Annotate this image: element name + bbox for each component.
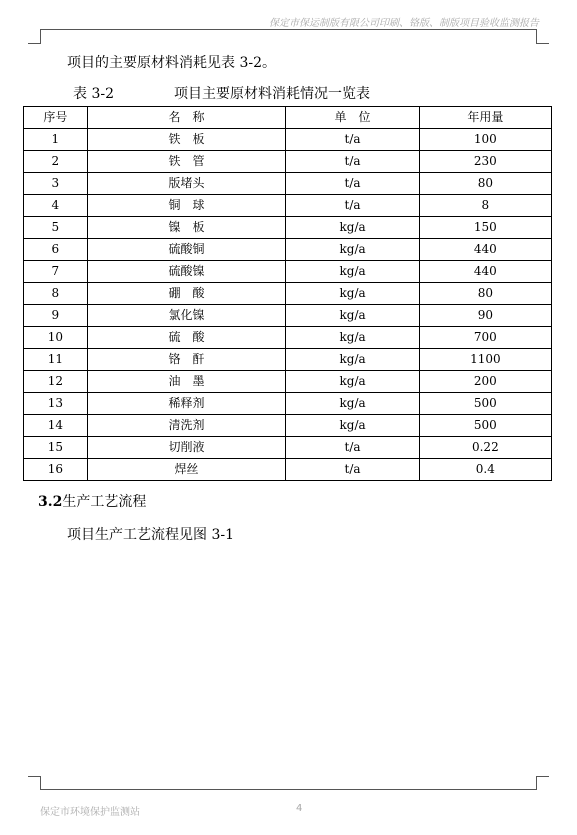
cell-index: 16 bbox=[24, 459, 88, 481]
cell-index: 1 bbox=[24, 129, 88, 151]
cell-unit: kg/a bbox=[286, 371, 419, 393]
table-header-row bbox=[24, 107, 552, 129]
cell-unit: kg/a bbox=[286, 239, 419, 261]
cell-index: 3 bbox=[24, 173, 88, 195]
intro-paragraph: 项目的主要原材料消耗见表 3-2。 bbox=[67, 55, 276, 71]
cell-unit: kg/a bbox=[286, 217, 419, 239]
column-header-annual-usage: 年用量 bbox=[419, 107, 551, 129]
footer-rule bbox=[40, 789, 536, 790]
table-body bbox=[24, 129, 552, 481]
column-header-name: 名 称 bbox=[87, 107, 286, 129]
table-row bbox=[24, 459, 552, 481]
cell-index: 13 bbox=[24, 393, 88, 415]
table-row bbox=[24, 283, 552, 305]
section-title: 生产工艺流程 bbox=[62, 494, 147, 510]
cell-annual-usage: 440 bbox=[419, 239, 551, 261]
header-text: 保定市保运制版有限公司印刷、铬版、制版项目验收监测报告 bbox=[269, 18, 539, 29]
cell-unit: t/a bbox=[286, 459, 419, 481]
cell-unit: t/a bbox=[286, 437, 419, 459]
cell-annual-usage: 230 bbox=[419, 151, 551, 173]
cell-unit: kg/a bbox=[286, 393, 419, 415]
cell-annual-usage: 700 bbox=[419, 327, 551, 349]
table-row bbox=[24, 371, 552, 393]
section-heading bbox=[38, 491, 146, 511]
table-row bbox=[24, 393, 552, 415]
cell-annual-usage: 90 bbox=[419, 305, 551, 327]
column-header-index: 序号 bbox=[24, 107, 88, 129]
cell-unit: t/a bbox=[286, 173, 419, 195]
table-row bbox=[24, 437, 552, 459]
section-paragraph: 项目生产工艺流程见图 3-1 bbox=[67, 527, 234, 543]
cell-annual-usage: 440 bbox=[419, 261, 551, 283]
cell-annual-usage: 0.4 bbox=[419, 459, 551, 481]
cell-index: 5 bbox=[24, 217, 88, 239]
cell-annual-usage: 500 bbox=[419, 415, 551, 437]
table-row bbox=[24, 217, 552, 239]
corner-mark-bottom-left bbox=[28, 776, 41, 790]
cell-unit: kg/a bbox=[286, 349, 419, 371]
section-number: 3.2 bbox=[38, 494, 63, 510]
table-row bbox=[24, 195, 552, 217]
cell-annual-usage: 80 bbox=[419, 173, 551, 195]
table-row bbox=[24, 173, 552, 195]
cell-unit: t/a bbox=[286, 151, 419, 173]
cell-unit: kg/a bbox=[286, 305, 419, 327]
corner-mark-top-left bbox=[28, 29, 41, 44]
cell-name: 铁 管 bbox=[87, 151, 286, 173]
cell-index: 15 bbox=[24, 437, 88, 459]
cell-annual-usage: 150 bbox=[419, 217, 551, 239]
cell-index: 4 bbox=[24, 195, 88, 217]
corner-mark-bottom-right bbox=[536, 776, 549, 790]
cell-index: 2 bbox=[24, 151, 88, 173]
cell-name: 硫 酸 bbox=[87, 327, 286, 349]
cell-name: 焊丝 bbox=[87, 459, 286, 481]
table-caption-number: 表 3-2 bbox=[73, 86, 114, 102]
cell-annual-usage: 80 bbox=[419, 283, 551, 305]
cell-unit: kg/a bbox=[286, 327, 419, 349]
table-caption-title: 项目主要原材料消耗情况一览表 bbox=[174, 86, 370, 102]
cell-name: 铁 板 bbox=[87, 129, 286, 151]
cell-name: 铬 酐 bbox=[87, 349, 286, 371]
cell-name: 稀释剂 bbox=[87, 393, 286, 415]
cell-index: 6 bbox=[24, 239, 88, 261]
header-rule bbox=[40, 29, 536, 30]
corner-mark-top-right bbox=[536, 29, 549, 44]
cell-index: 11 bbox=[24, 349, 88, 371]
cell-index: 7 bbox=[24, 261, 88, 283]
cell-name: 硼 酸 bbox=[87, 283, 286, 305]
cell-annual-usage: 0.22 bbox=[419, 437, 551, 459]
cell-annual-usage: 500 bbox=[419, 393, 551, 415]
cell-annual-usage: 8 bbox=[419, 195, 551, 217]
cell-name: 铜 球 bbox=[87, 195, 286, 217]
cell-name: 切削液 bbox=[87, 437, 286, 459]
cell-name: 硫酸镍 bbox=[87, 261, 286, 283]
cell-annual-usage: 1100 bbox=[419, 349, 551, 371]
table-row bbox=[24, 129, 552, 151]
cell-unit: t/a bbox=[286, 129, 419, 151]
cell-unit: kg/a bbox=[286, 283, 419, 305]
table-row bbox=[24, 261, 552, 283]
column-header-unit: 单 位 bbox=[286, 107, 419, 129]
cell-name: 氯化镍 bbox=[87, 305, 286, 327]
table-row bbox=[24, 349, 552, 371]
cell-annual-usage: 100 bbox=[419, 129, 551, 151]
page-number: 4 bbox=[296, 803, 303, 814]
cell-index: 10 bbox=[24, 327, 88, 349]
cell-name: 油 墨 bbox=[87, 371, 286, 393]
table-row bbox=[24, 151, 552, 173]
cell-index: 12 bbox=[24, 371, 88, 393]
cell-index: 14 bbox=[24, 415, 88, 437]
cell-index: 8 bbox=[24, 283, 88, 305]
cell-annual-usage: 200 bbox=[419, 371, 551, 393]
cell-name: 镍 板 bbox=[87, 217, 286, 239]
cell-unit: kg/a bbox=[286, 261, 419, 283]
table-row bbox=[24, 305, 552, 327]
cell-index: 9 bbox=[24, 305, 88, 327]
table-row bbox=[24, 415, 552, 437]
table-row bbox=[24, 239, 552, 261]
materials-table bbox=[23, 106, 552, 481]
cell-unit: kg/a bbox=[286, 415, 419, 437]
cell-name: 版堵头 bbox=[87, 173, 286, 195]
cell-name: 硫酸铜 bbox=[87, 239, 286, 261]
cell-unit: t/a bbox=[286, 195, 419, 217]
footer-org: 保定市环境保护监测站 bbox=[40, 807, 140, 818]
cell-name: 清洗剂 bbox=[87, 415, 286, 437]
table-row bbox=[24, 327, 552, 349]
